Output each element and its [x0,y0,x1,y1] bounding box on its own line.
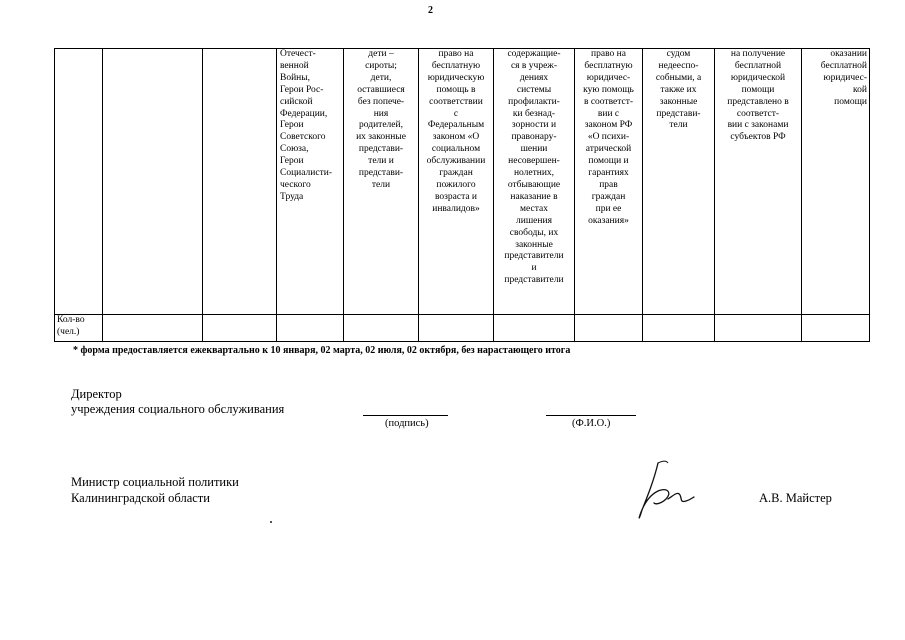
handwritten-signature [628,455,698,525]
signature-line [363,415,448,416]
header-cell-minors: содержащие- ся в учреж- дениях системы профилакти- ки безнад- зорности и правонару- шении несовершен- нолетних, отбывающие наказание в местах лишения свободы, их законные представители и представители [494,49,575,315]
minister-title: Министр социальной политики [71,475,239,489]
header-cell-orphans: дети – сироты; дети, оставшиеся без попече- ния родителей, их законные представи- тели и представи- тели [344,49,419,315]
data-cell [802,315,870,342]
minister-name: А.В. Майстер [759,491,832,505]
header-cell [203,49,277,315]
header-cell-psychiatric: право на бесплатную юридичес- кую помощь в соответст- вии с законом РФ «О психи- атрической помощи и гарантиях прав граждан при ее оказания» [575,49,643,315]
header-cell-legal-aid: оказании бесплатной юридичес- кой помощи [802,49,870,315]
page-number: 2 [428,5,433,16]
report-table [54,48,870,342]
name-line [546,415,636,416]
director-title: Директор [71,387,122,401]
table-header-row [55,49,870,315]
data-cell [643,315,715,342]
minister-region: Калининградской области [71,491,210,505]
row-label-count: Кол-во (чел.) [55,315,103,342]
header-cell-regional-laws: на получение бесплатной юридической помощи представлено в соответст- вии с законами субъектов РФ [715,49,802,315]
data-cell [203,315,277,342]
name-caption: (Ф.И.О.) [572,418,611,429]
header-cell-elderly: право на бесплатную юридическую помощь в соответствии с Федеральным законом «О социальном обслуживании граждан пожилого возраста и инвалидов» [419,49,494,315]
director-institution: учреждения социального обслуживания [71,402,285,416]
footnote: * форма предоставляется ежеквартально к 10 января, 02 марта, 02 июля, 02 октября, без нарастающего итога [73,345,571,356]
data-cell [277,315,344,342]
data-cell [344,315,419,342]
data-cell [575,315,643,342]
signature-caption: (подпись) [385,418,429,429]
header-cell [103,49,203,315]
header-cell [55,49,103,315]
data-cell [715,315,802,342]
data-cell [494,315,575,342]
speck [270,521,272,523]
data-cell [103,315,203,342]
table-row-count [55,315,870,342]
data-cell [419,315,494,342]
header-cell-incapacitated: судом недееспо- собными, а также их законные представи- тели [643,49,715,315]
header-cell-heroes: Отечест- венной Войны, Герои Рос- сийской Федерации, Герои Советского Союза, Герои Социалисти- ческого Труда [277,49,344,315]
